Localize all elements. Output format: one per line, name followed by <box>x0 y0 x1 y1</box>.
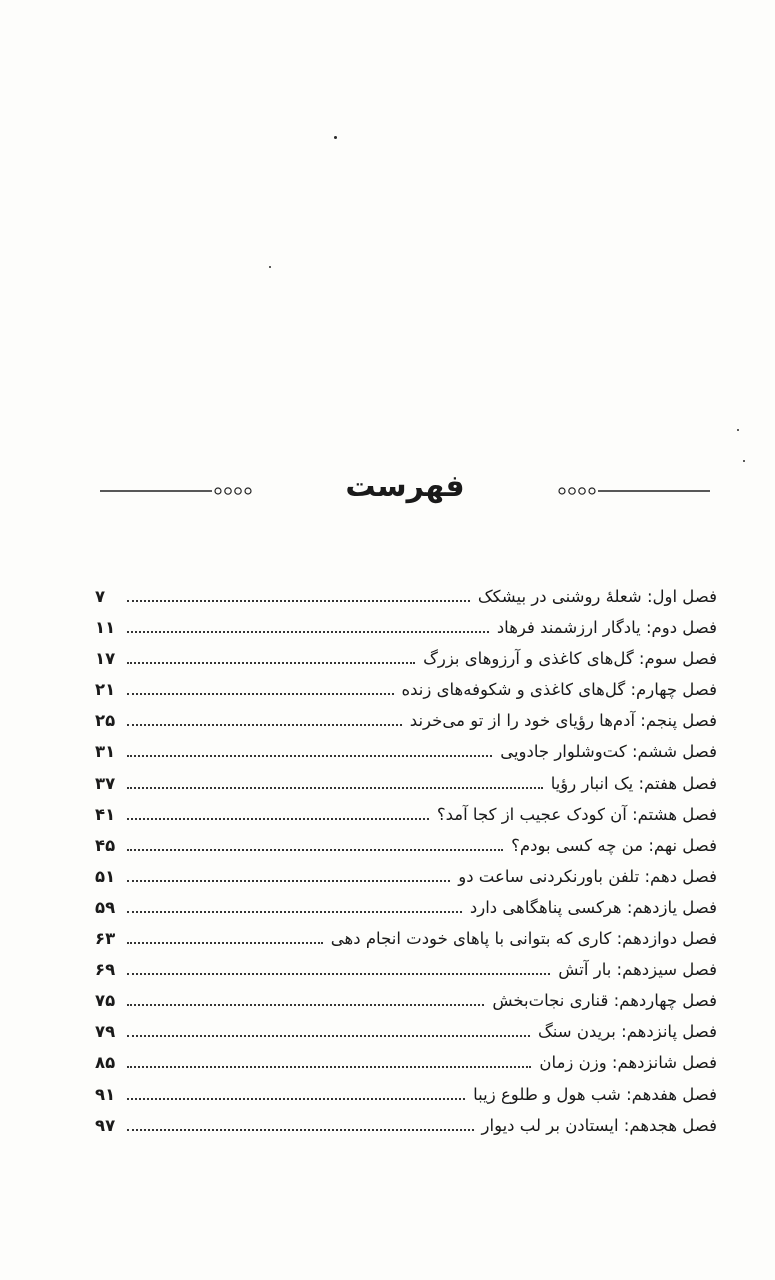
page-number: ۹۷ <box>95 1115 116 1135</box>
chapter-title: فصل چهارم: گل‌های کاغذی و شکوفه‌های زنده <box>401 680 717 700</box>
dot-leader <box>127 942 323 944</box>
dot-leader <box>127 787 543 789</box>
page-number: ۲۵ <box>95 711 116 731</box>
chapter-title: فصل هفدهم: شب هول و طلوع زیبا <box>473 1084 717 1104</box>
dot-leader <box>127 1098 465 1100</box>
page-number: ۷ <box>95 587 106 606</box>
dot-leader <box>127 911 462 913</box>
page-title: فهرست <box>345 469 465 504</box>
page-number: ۲۱ <box>95 680 116 700</box>
dot-leader <box>127 880 450 882</box>
dot-leader <box>127 693 394 695</box>
toc-entry <box>95 649 717 680</box>
toc-entry <box>95 836 717 867</box>
toc-entry <box>95 1022 717 1053</box>
paper-speck <box>334 136 337 139</box>
chapter-title: فصل دهم: تلفن باورنکردنی ساعت دو <box>458 866 717 886</box>
chapter-title: فصل دوازدهم: کاری که بتوانی با پاهای خودت انجام دهی <box>330 929 717 949</box>
page-number: ۶۳ <box>95 929 116 949</box>
chapter-title: فصل یازدهم: هرکسی پناهگاهی دارد <box>469 897 717 917</box>
table-of-contents <box>95 587 717 1147</box>
dot-leader <box>127 1129 474 1131</box>
page-number: ۵۹ <box>95 897 116 917</box>
chapter-title: فصل هشتم: آن کودک عجیب از کجا آمد؟ <box>436 804 717 824</box>
chapter-title: فصل ششم: کت‌وشلوار جادویی <box>500 742 717 762</box>
toc-entry <box>95 929 717 960</box>
dot-leader <box>127 1066 531 1068</box>
page-number: ۱۷ <box>95 649 116 669</box>
chapter-title: فصل دوم: یادگار ارزشمند فرهاد <box>496 618 717 638</box>
page-number: ۴۱ <box>95 804 116 824</box>
toc-entry <box>95 680 717 711</box>
chapter-title: فصل چهاردهم: قناری نجات‌بخش <box>492 991 717 1011</box>
toc-entry <box>95 805 717 836</box>
chapter-title: فصل پانزدهم: بریدن سنگ <box>538 1022 717 1042</box>
page-number: ۴۵ <box>95 835 116 855</box>
dot-leader <box>127 973 550 975</box>
chapter-title: فصل هجدهم: ایستادن بر لب دیوار <box>481 1115 717 1135</box>
page-number: ۷۹ <box>95 1022 116 1042</box>
toc-entry <box>95 1116 717 1147</box>
chapter-title: فصل شانزدهم: وزن زمان <box>539 1053 717 1073</box>
toc-entry <box>95 711 717 742</box>
page-number: ۸۵ <box>95 1053 116 1073</box>
toc-entry <box>95 618 717 649</box>
paper-speck <box>737 429 739 431</box>
page-number: ۳۷ <box>95 773 116 793</box>
toc-entry <box>95 960 717 991</box>
page-number: ۵۱ <box>95 866 116 886</box>
paper-speck <box>743 460 745 462</box>
chapter-title: فصل اول: شعلهٔ روشنی در بیشکک <box>477 587 717 606</box>
dot-leader <box>127 631 489 633</box>
chapter-title: فصل نهم: من چه کسی بودم؟ <box>511 835 717 855</box>
page-number: ۷۵ <box>95 991 116 1011</box>
chapter-title: فصل پنجم: آدم‌ها رؤیای خود را از تو می‌خرند <box>409 711 717 731</box>
dot-leader <box>127 662 415 664</box>
divider-ornament-icon <box>550 486 710 496</box>
dot-leader <box>127 1004 484 1006</box>
chapter-title: فصل سوم: گل‌های کاغذی و آرزوهای بزرگ <box>423 649 717 669</box>
dot-leader <box>127 600 470 602</box>
toc-entry <box>95 742 717 773</box>
toc-header <box>95 462 715 512</box>
chapter-title: فصل سیزدهم: بار آتش <box>558 960 717 980</box>
toc-entry <box>95 991 717 1022</box>
page-number: ۶۹ <box>95 960 116 980</box>
dot-leader <box>127 724 402 726</box>
dot-leader <box>127 1035 530 1037</box>
page-number: ۳۱ <box>95 742 116 762</box>
toc-entry <box>95 1085 717 1116</box>
toc-entry <box>95 774 717 805</box>
page-number: ۱۱ <box>95 618 116 638</box>
page-number: ۹۱ <box>95 1084 116 1104</box>
toc-entry <box>95 898 717 929</box>
toc-entry <box>95 867 717 898</box>
dot-leader <box>127 849 503 851</box>
toc-entry <box>95 587 717 618</box>
paper-speck <box>269 266 271 268</box>
toc-entry <box>95 1053 717 1084</box>
dot-leader <box>127 755 492 757</box>
dot-leader <box>127 818 429 820</box>
chapter-title: فصل هفتم: یک انبار رؤیا <box>550 773 717 793</box>
